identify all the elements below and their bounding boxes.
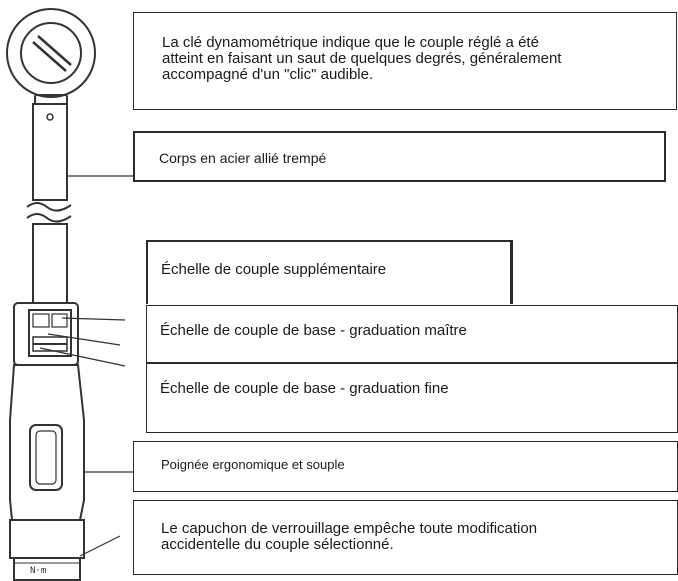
callout-text-line: Corps en acier allié trempé (159, 150, 327, 166)
callout-body (133, 131, 666, 182)
callout-locking-cap (133, 500, 678, 575)
callout-text-line: Échelle de couple supplémentaire (161, 261, 387, 278)
callout-text-line: Poignée ergonomique et souple (161, 457, 345, 472)
wrench-shaft-lower (33, 224, 67, 306)
callout-ergonomic-handle (133, 441, 678, 492)
cap-label: N·m (30, 566, 47, 576)
callout-text-line: Échelle de couple de base - graduation fine (160, 380, 449, 397)
callout-torque-reached (133, 12, 677, 110)
callout-additional-scale (146, 240, 513, 304)
callout-text-line: atteint en faisant un saut de quelques degrés, généralement (162, 50, 562, 67)
scale-housing (14, 303, 78, 365)
shaft-break-symbol (27, 203, 71, 222)
callout-text-line: La clé dynamométrique indique que le couple réglé a été (162, 34, 539, 51)
wrench-head (7, 9, 95, 105)
callout-text-line: accompagné d'un "clic" audible. (162, 66, 374, 83)
callout-base-scale-master (146, 305, 678, 363)
callout-base-scale-fine (146, 363, 678, 433)
ergonomic-handle (10, 365, 84, 520)
wrench-shaft-upper (33, 104, 67, 200)
callout-text-line: accidentelle du couple sélectionné. (161, 536, 394, 553)
callout-text-line: Le capuchon de verrouillage empêche toute modification (161, 520, 538, 537)
locking-cap (10, 520, 84, 580)
callout-text-line: Échelle de couple de base - graduation maître (160, 322, 467, 339)
